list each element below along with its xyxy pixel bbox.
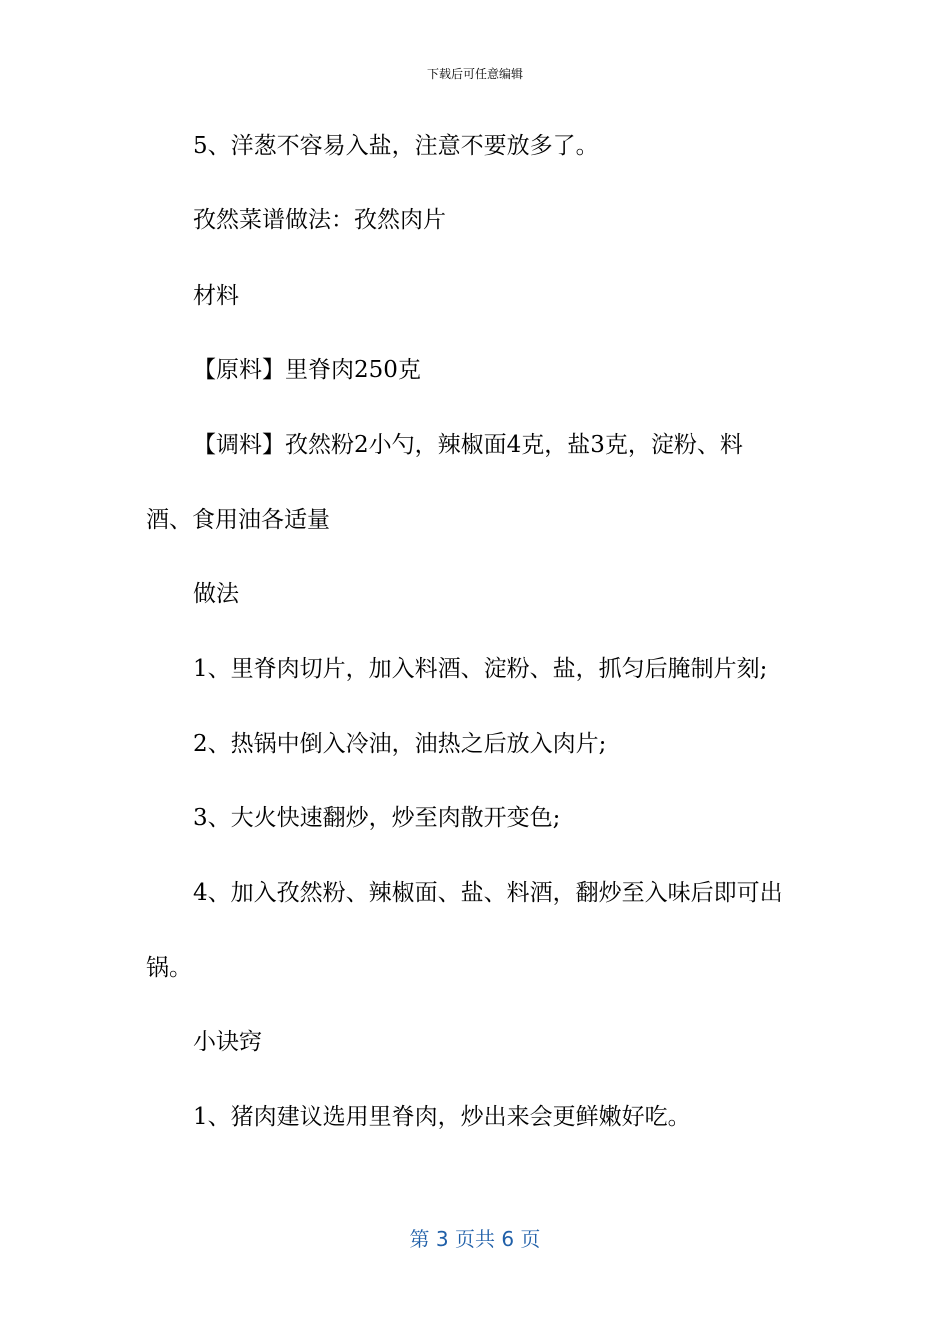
seasoning-line-continued: 酒、食用油各适量 bbox=[146, 507, 330, 533]
method-step-1: 1、里脊肉切片，加入料酒、淀粉、盐，抓匀后腌制片刻; bbox=[193, 656, 768, 682]
tip-line-1: 1、猪肉建议选用里脊肉，炒出来会更鲜嫩好吃。 bbox=[193, 1104, 691, 1130]
seasoning-line: 【调料】孜然粉2小勺，辣椒面4克，盐3克，淀粉、料 bbox=[193, 432, 743, 458]
page-number-footer: 第 3 页共 6 页 bbox=[409, 1227, 541, 1251]
body-line-tip-5: 5、洋葱不容易入盐，注意不要放多了。 bbox=[193, 133, 599, 159]
section-heading-tips: 小诀窍 bbox=[193, 1029, 262, 1055]
section-heading-method: 做法 bbox=[193, 581, 239, 607]
main-ingredients-line: 【原料】里脊肉250克 bbox=[193, 357, 421, 383]
page-header-note: 下载后可任意编辑 bbox=[426, 67, 523, 81]
method-step-2: 2、热锅中倒入冷油，油热之后放入肉片; bbox=[193, 731, 607, 757]
method-step-4: 4、加入孜然粉、辣椒面、盐、料酒，翻炒至入味后即可出 bbox=[193, 880, 783, 906]
method-step-3: 3、大火快速翻炒，炒至肉散开变色; bbox=[193, 805, 561, 831]
recipe-title: 孜然菜谱做法：孜然肉片 bbox=[193, 207, 446, 233]
method-step-4-continued: 锅。 bbox=[146, 955, 192, 981]
section-heading-ingredients: 材料 bbox=[193, 283, 239, 309]
